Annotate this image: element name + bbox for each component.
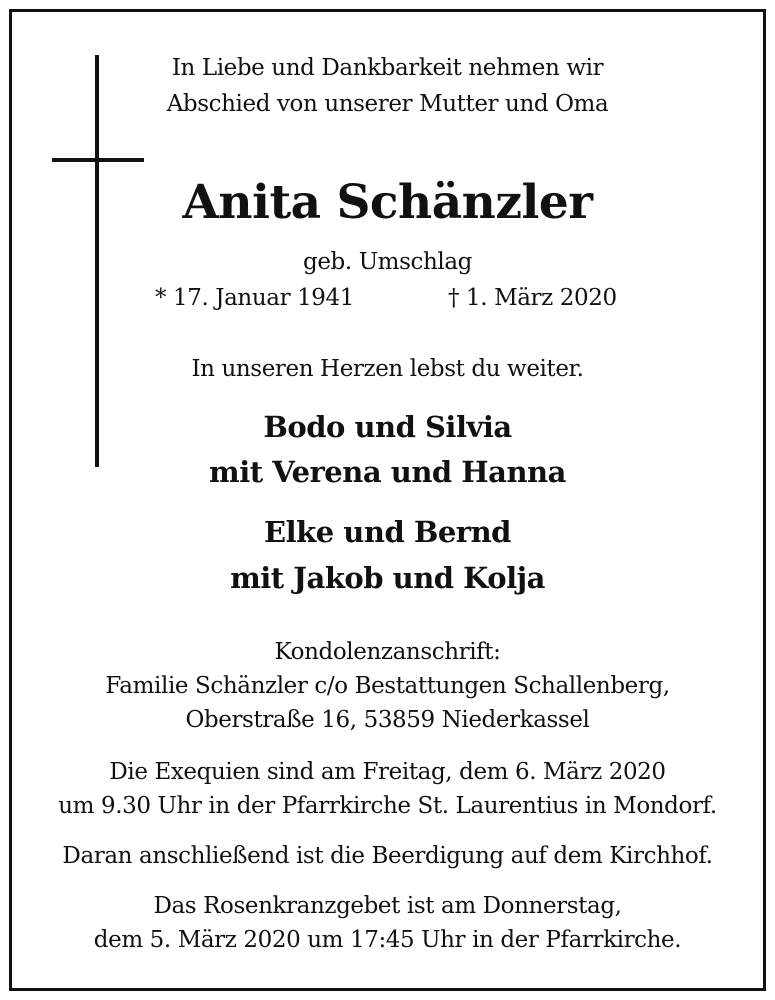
exequies-line-1: Die Exequien sind am Freitag, dem 6. März 2020	[109, 759, 666, 785]
family-1-line-2: mit Verena und Hanna	[209, 455, 566, 489]
death-date: † 1. März 2020	[448, 285, 617, 311]
family-1-line-1: Bodo und Silvia	[263, 410, 512, 444]
family-2-line-1: Elke und Bernd	[264, 515, 511, 549]
intro-line-1: In Liebe und Dankbarkeit nehmen wir	[171, 55, 604, 81]
family-2-line-2: mit Jakob und Kolja	[230, 561, 545, 595]
motto: In unseren Herzen lebst du weiter.	[191, 356, 584, 382]
burial-info: Daran anschließend ist die Beerdigung auf dem Kirchhof.	[62, 843, 713, 869]
exequies-line-2: um 9.30 Uhr in der Pfarrkirche St. Laurentius in Mondorf.	[58, 793, 717, 819]
condolence-address-2: Oberstraße 16, 53859 Niederkassel	[185, 707, 590, 733]
birth-name: geb. Umschlag	[303, 249, 472, 275]
birth-date: * 17. Januar 1941	[155, 285, 355, 311]
deceased-name: Anita Schänzler	[182, 175, 593, 230]
rosary-line-1: Das Rosenkranzgebet ist am Donnerstag,	[153, 893, 622, 919]
condolence-heading: Kondolenzanschrift:	[274, 639, 501, 665]
rosary-line-2: dem 5. März 2020 um 17:45 Uhr in der Pfarrkirche.	[93, 927, 682, 953]
condolence-address-1: Familie Schänzler c/o Bestattungen Schallenberg,	[105, 673, 670, 699]
intro-line-2: Abschied von unserer Mutter und Oma	[166, 91, 609, 117]
